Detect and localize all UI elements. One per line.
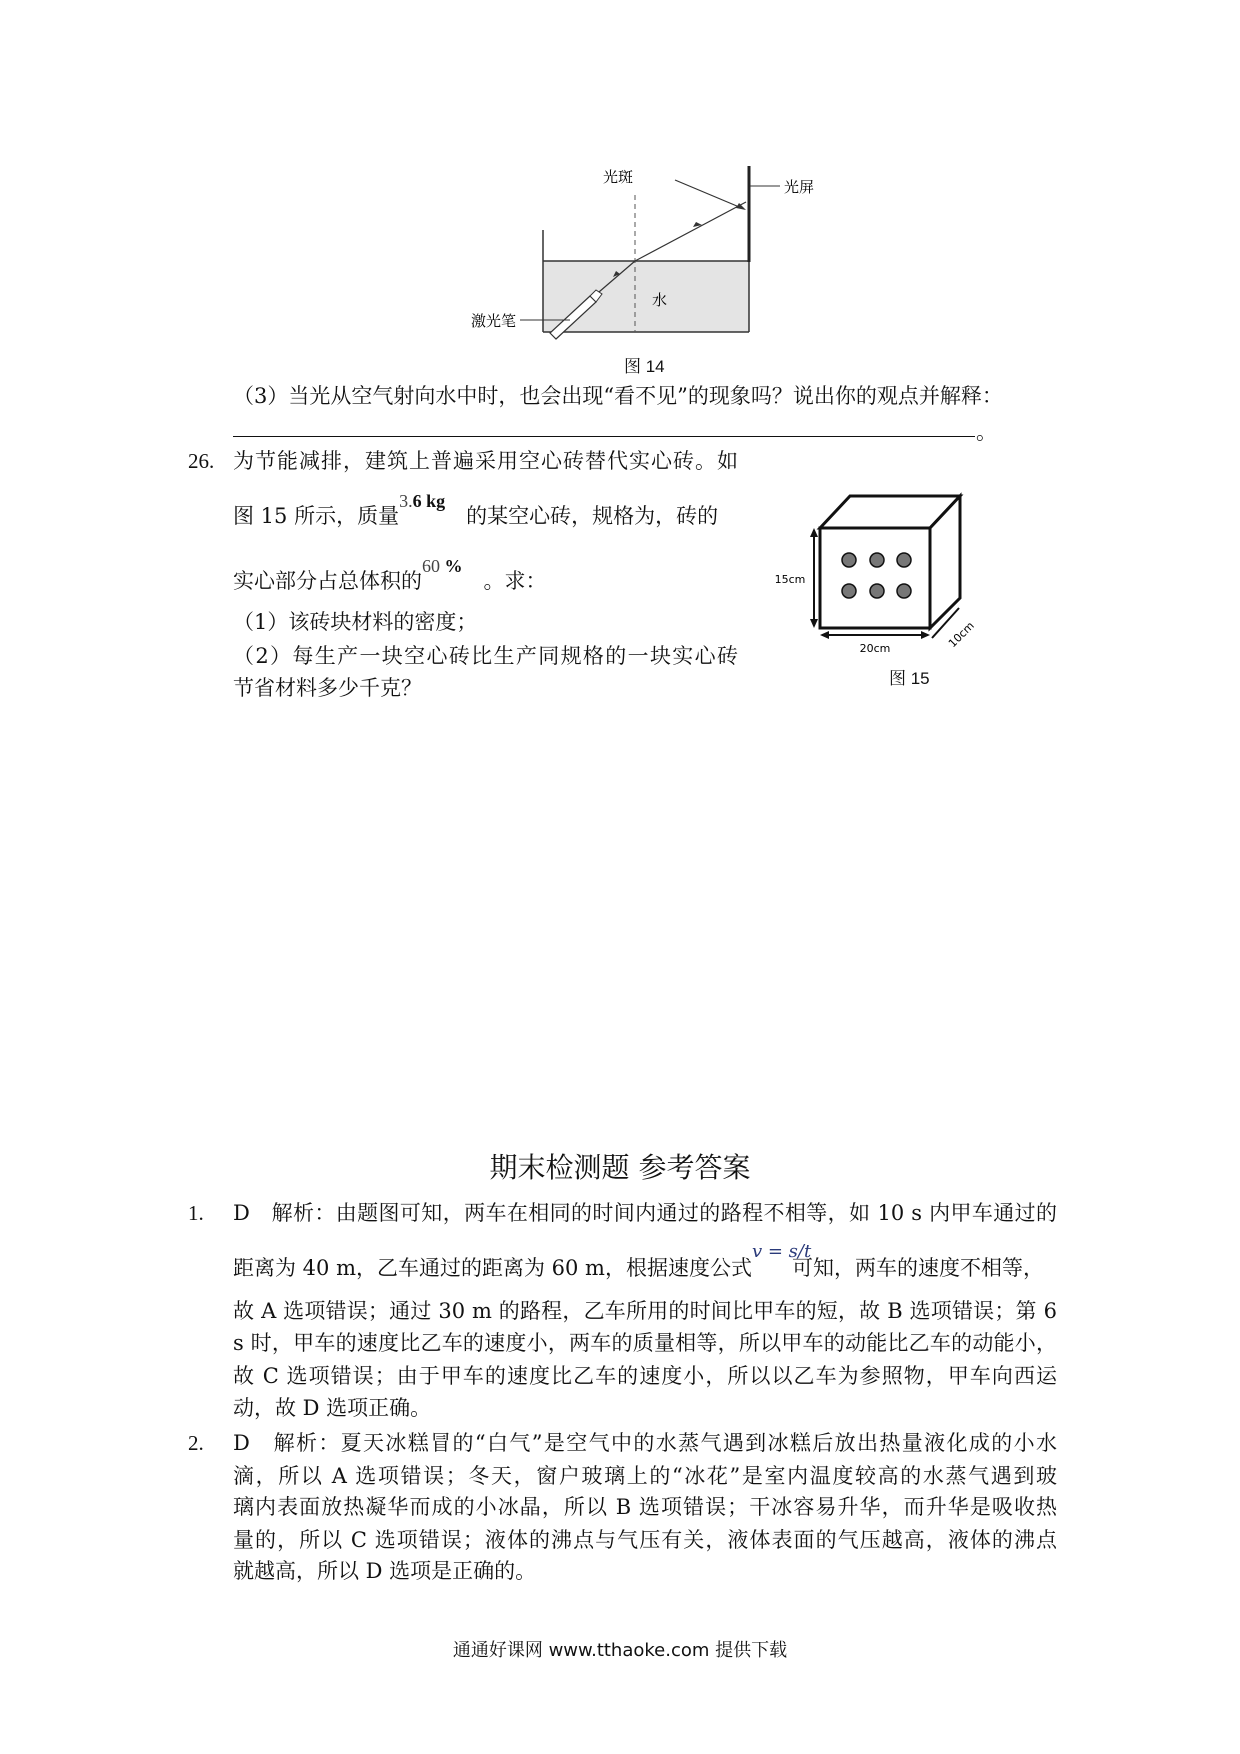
mass-value: 3.6 kg	[399, 491, 446, 511]
q25-part3-text: （3）当光从空气射向水中时，也会出现“看不见”的现象吗？说出你的观点并解释：	[233, 384, 1003, 408]
answers-title: 期末检测题 参考答案	[489, 1151, 751, 1184]
q26-number: 26.	[188, 449, 215, 473]
label-laser: 激光笔	[470, 312, 516, 330]
speed-formula: v = s/t	[751, 1241, 812, 1262]
refracted-ray	[635, 202, 746, 261]
period: 。	[976, 420, 997, 444]
q26-line2-b: 的某空心砖，规格为，砖的	[466, 504, 719, 528]
figure-15-caption: 图 15	[889, 669, 930, 688]
answer-2-line: 璃内表面放热凝华而成的小冰晶，所以 B 选项错误；干冰容易升华，而升华是吸收热	[233, 1495, 1057, 1519]
answer-2-line: 量的，所以 C 选项错误；液体的沸点与气压有关，液体表面的气压越高，液体的沸点	[233, 1528, 1057, 1552]
q26-line3-a: 实心部分占总体积的	[233, 569, 422, 593]
q26-line2	[233, 491, 719, 531]
figure-14-diagram	[450, 150, 850, 350]
footer-source: 通通好课网 www.tthaoke.com 提供下载	[452, 1640, 788, 1661]
figure-15-brick-diagram	[770, 490, 1090, 670]
q26-sub1: （1）该砖块材料的密度；	[233, 610, 478, 634]
answer-1-number: 1.	[188, 1201, 204, 1225]
percent-value: 60 %	[422, 556, 463, 576]
answer-1-line: 距离为 40 m，乙车通过的距离为 60 m，根据速度公式v = s/t可知，两车的速度不相等，	[233, 1254, 1057, 1284]
answer-2-number: 2.	[188, 1431, 204, 1455]
answer-2-line: 就越高，所以 D 选项是正确的。	[233, 1559, 537, 1583]
q26-line2-a: 图 15 所示，质量	[233, 504, 400, 528]
label-depth: 10cm	[945, 619, 977, 651]
label-spot: 光斑	[602, 168, 633, 186]
answer-2-line: 滴，所以 A 选项错误；冬天，窗户玻璃上的“冰花”是室内温度较高的水蒸气遇到玻	[233, 1464, 1057, 1488]
answer-1-line: 故 A 选项错误；通过 30 m 的路程，乙车所用的时间比甲车的短，故 B 选项错误；第 6	[233, 1299, 1057, 1323]
answer-blank-line	[233, 436, 975, 437]
answer-1-line: 故 C 选项错误；由于甲车的速度比乙车的速度小，所以以乙车为参照物，甲车向西运	[233, 1364, 1057, 1388]
brick-front-face	[820, 528, 930, 628]
answer-1-line: 动，故 D 选项正确。	[233, 1396, 432, 1420]
q26-line3	[233, 556, 547, 596]
label-height: 15cm	[774, 573, 806, 586]
q26-line3-b: 。求：	[483, 569, 547, 593]
label-width: 20cm	[859, 642, 891, 655]
q26-sub2b: 节省材料多少千克？	[233, 676, 422, 700]
q26-line1: 为节能减排，建筑上普遍采用空心砖替代实心砖。如	[233, 449, 738, 473]
label-screen: 光屏	[784, 178, 815, 196]
figure-14-caption: 图 14	[624, 357, 665, 376]
q26-sub2a: （2）每生产一块空心砖比生产同规格的一块实心砖	[233, 644, 738, 668]
label-water: 水	[652, 291, 668, 309]
answer-1-line: s 时，甲车的速度比乙车的速度小，两车的质量相等，所以甲车的动能比乙车的动能小，	[233, 1331, 1057, 1355]
answer-1-line: D 解析：由题图可知，两车在相同的时间内通过的路程不相等，如 10 s 内甲车通过的	[233, 1201, 1057, 1225]
answer-2-line: D 解析：夏天冰糕冒的“白气”是空气中的水蒸气遇到冰糕后放出热量液化成的小水	[233, 1431, 1057, 1455]
